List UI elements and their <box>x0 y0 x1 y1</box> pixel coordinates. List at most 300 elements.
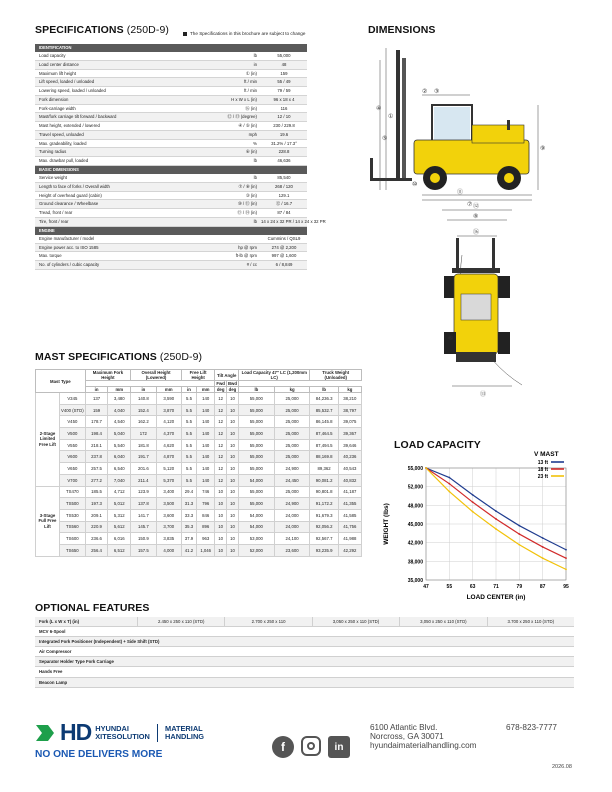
spec-value: 85,540 <box>277 175 291 181</box>
mast-cell: 10 <box>215 521 227 533</box>
spec-label: Lowering speed, loaded / unloaded <box>39 88 106 94</box>
spec-label: Fork-carriage width <box>39 105 76 111</box>
spec-value: 159 <box>280 70 288 76</box>
x-tick-label: 71 <box>493 584 499 590</box>
mast-cell: 5.5 <box>181 393 196 405</box>
spec-row <box>35 52 307 61</box>
mast-cell: 12 <box>215 404 227 416</box>
mast-cell: 3,480 <box>108 393 131 405</box>
mast-cell: 25,000 <box>274 416 310 428</box>
spec-unit: ③ (in) <box>245 192 257 198</box>
unit-header: mm <box>156 387 181 393</box>
spec-label: Maximum lift height <box>39 70 77 76</box>
spec-unit: ft / min <box>244 88 257 94</box>
mast-cell: 6,040 <box>108 451 131 463</box>
optional-feature-row <box>35 657 574 667</box>
mast-cell: 277.2 <box>85 474 108 486</box>
mast-cell: 4,870 <box>156 451 181 463</box>
mast-row <box>36 498 362 510</box>
series-point <box>565 557 567 559</box>
mast-cell: 896 <box>197 521 215 533</box>
spec-value: 55,000 <box>277 53 291 59</box>
mast-cell: 5.5 <box>181 463 196 475</box>
unit-header: mm <box>108 387 131 393</box>
mast-cell: 52,000 <box>239 544 275 556</box>
spec-label: Max. gradeability, loaded <box>39 140 87 146</box>
mast-cell: 5,612 <box>108 521 131 533</box>
spec-unit: in <box>253 61 257 67</box>
unit-header: lb <box>310 387 338 393</box>
mast-cell: 33.3 <box>181 509 196 521</box>
series-point <box>495 510 497 512</box>
optional-feature-label: Beacon Lamp <box>39 679 68 685</box>
mast-cell: 41,355 <box>338 498 361 510</box>
mast-model: TS600 <box>60 533 86 545</box>
mast-cell: 6,540 <box>108 463 131 475</box>
x-tick-label: 79 <box>516 584 523 590</box>
mast-cell: 185.5 <box>85 486 108 498</box>
mast-cell: 201.6 <box>131 463 156 475</box>
mast-cell: 90,081.2 <box>310 474 338 486</box>
y-axis-label: WEIGHT (lbs) <box>383 503 390 545</box>
brand-material: MATERIAL <box>165 723 203 733</box>
mast-cell: 191.7 <box>131 451 156 463</box>
x-tick-label: 55 <box>446 584 453 590</box>
series-point <box>565 549 567 551</box>
fork-option: 3,050 x 250 x 110 (STD) <box>399 617 486 626</box>
mast-cell: 152.4 <box>131 404 156 416</box>
mast-cell: 35.3 <box>181 521 196 533</box>
mast-specifications-title: MAST SPECIFICATIONS (250D-9) <box>35 351 203 363</box>
mast-cell: 6,512 <box>108 544 131 556</box>
instagram-icon[interactable] <box>301 736 321 756</box>
spec-row <box>35 122 307 131</box>
mast-cell: 3,400 <box>156 486 181 498</box>
mast-cell: 150.9 <box>131 533 156 545</box>
mast-cell: 4,040 <box>108 404 131 416</box>
phone-number[interactable]: 678-823-7777 <box>506 723 557 732</box>
unit-header: kg <box>274 387 310 393</box>
spec-value: 19.6 <box>279 131 289 137</box>
specifications-title: SPECIFICATIONS (250D-9) <box>35 24 169 36</box>
mast-cell: 137.8 <box>131 498 156 510</box>
mast-model: V650 <box>60 463 86 475</box>
mast-cell: 24,900 <box>274 463 310 475</box>
mast-cell: 41.2 <box>181 544 196 556</box>
mast-cell: 54,000 <box>239 509 275 521</box>
mast-cell: 5.5 <box>181 404 196 416</box>
mast-cell: 12 <box>215 463 227 475</box>
mast-cell: 38,210 <box>338 393 361 405</box>
spec-value: 129.1 <box>278 192 290 198</box>
fork-options-row <box>35 617 574 627</box>
brand-hd: HD <box>60 719 92 745</box>
spec-row <box>35 148 307 157</box>
spec-label: Service weight <box>39 175 67 181</box>
spec-row <box>35 131 307 140</box>
mast-cell: 3,700 <box>156 521 181 533</box>
address-line-1: 6100 Atlantic Blvd. <box>370 723 438 732</box>
mast-cell: 12 <box>215 439 227 451</box>
mast-cell: 10 <box>226 533 238 545</box>
mast-cell: 10 <box>215 544 227 556</box>
mast-cell: 10 <box>226 474 238 486</box>
spec-row <box>35 261 307 270</box>
mast-row <box>36 451 362 463</box>
forklift-dimension-drawing <box>362 40 587 400</box>
unit-header: deg <box>226 387 238 393</box>
mast-cell: 197.3 <box>85 498 108 510</box>
mast-cell: 237.8 <box>85 451 108 463</box>
mast-cell: 6,016 <box>108 533 131 545</box>
document-code: 2026.08 <box>552 764 572 770</box>
spec-value: 79 / 59 <box>277 88 291 94</box>
mast-cell: 37.9 <box>181 533 196 545</box>
spec-row <box>35 252 307 261</box>
series-point <box>448 483 450 485</box>
optional-feature-label: Integrated Fork Positioner (Independent) + Side Shift (STD) <box>39 639 160 645</box>
mast-cell: 55,000 <box>239 486 275 498</box>
col-bwd: Bwd <box>227 381 238 386</box>
brand-hyundai: HYUNDAI <box>95 723 129 733</box>
mast-cell: 90,801.8 <box>310 486 338 498</box>
mast-cell: 257.5 <box>85 463 108 475</box>
tagline: NO ONE DELIVERS MORE <box>35 749 163 760</box>
spec-unit: ⑦ / ⑧ (in) <box>238 183 257 189</box>
mast-cell: 41,988 <box>338 533 361 545</box>
load-capacity-chart <box>378 451 583 614</box>
mast-cell: 137 <box>85 393 108 405</box>
mast-cell: 4,620 <box>156 439 181 451</box>
spec-unit: ④ / ⑤ (in) <box>238 123 257 129</box>
linkedin-icon[interactable]: in <box>328 736 350 758</box>
mast-row <box>36 474 362 486</box>
mast-row <box>36 533 362 545</box>
forklift-side-view <box>370 48 545 208</box>
spec-unit: ⑫ / ⑬ (degree) <box>227 114 257 120</box>
mast-cell: 24,000 <box>274 521 310 533</box>
spec-unit: mph <box>248 131 257 137</box>
series-point <box>495 518 497 520</box>
spec-row <box>35 105 307 114</box>
mast-model: V450 <box>60 416 86 428</box>
mast-cell: 39,646 <box>338 439 361 451</box>
spec-row <box>35 218 326 227</box>
mast-specifications-table <box>35 369 362 557</box>
website-link[interactable]: hyundaimaterialhandling.com <box>370 741 477 750</box>
mast-cell: 91,172.2 <box>310 498 338 510</box>
col-overall-height: Overall Height (Lowered) <box>131 370 182 381</box>
spec-row <box>35 157 307 166</box>
svg-text:⑥: ⑥ <box>448 336 454 342</box>
mast-cell: 55,000 <box>239 439 275 451</box>
mast-cell: 89,362 <box>310 463 338 475</box>
mast-cell: 5.5 <box>181 451 196 463</box>
mast-cell: 41,187 <box>338 486 361 498</box>
unit-header: in <box>85 387 108 393</box>
spec-unit: ⑥ (in) <box>245 149 257 155</box>
y-tick-label: 35,000 <box>407 578 423 584</box>
spec-row <box>35 174 307 183</box>
x-tick-label: 47 <box>423 584 429 590</box>
legend-label: 18 ft <box>537 467 548 473</box>
mast-cell: 12 <box>215 393 227 405</box>
fork-option: 2.450 x 250 x 110 (STD) <box>137 617 224 626</box>
spec-label: Engine power acc. to ISO 1585 <box>39 244 99 250</box>
svg-text:⑪: ⑪ <box>457 190 464 196</box>
mast-cell: 10 <box>226 439 238 451</box>
load-capacity-title: LOAD CAPACITY <box>394 439 481 451</box>
spec-unit: % <box>253 140 257 146</box>
mast-cell: 140 <box>197 428 215 440</box>
mast-cell: 10 <box>226 451 238 463</box>
mast-cell: 54,000 <box>239 474 275 486</box>
x-axis-label: LOAD CENTER (in) <box>466 594 526 601</box>
legend-label: 23 ft <box>537 474 548 480</box>
mast-row <box>36 439 362 451</box>
series-point <box>495 528 497 530</box>
mast-cell: 10 <box>215 509 227 521</box>
mast-cell: 5,540 <box>108 439 131 451</box>
mast-cell: 5.5 <box>181 428 196 440</box>
mast-cell: 92,567.7 <box>310 533 338 545</box>
mast-model: V345 <box>60 393 86 405</box>
mast-cell: 123.9 <box>131 486 156 498</box>
mast-cell: 140.8 <box>131 393 156 405</box>
mast-cell: 256.4 <box>85 544 108 556</box>
mast-row <box>36 463 362 475</box>
spec-label: Max. drawbar pull, loaded <box>39 158 89 164</box>
mast-cell: 87,464.5 <box>310 428 338 440</box>
spec-value: 55 / 49 <box>277 79 291 85</box>
mast-cell: 84,236.3 <box>310 393 338 405</box>
mast-row <box>36 521 362 533</box>
series-point <box>542 537 544 539</box>
spec-unit: lb <box>253 175 257 181</box>
spec-value: 230 / 229.8 <box>273 123 295 129</box>
mast-cell: 93,235.9 <box>310 544 338 556</box>
mast-model: V400 (STD) <box>60 404 86 416</box>
mast-model: TS560 <box>60 521 86 533</box>
series-point <box>518 533 520 535</box>
mast-cell: 55,000 <box>239 498 275 510</box>
mast-row <box>36 416 362 428</box>
spec-label: Load center distance <box>39 61 79 67</box>
mast-cell: 25,000 <box>274 393 310 405</box>
address-block <box>370 723 477 750</box>
mast-cell: 42,292 <box>338 544 361 556</box>
svg-text:⑯: ⑯ <box>473 230 480 236</box>
optional-feature-row <box>35 678 574 688</box>
dimensions-title: DIMENSIONS <box>368 24 436 36</box>
spec-unit: ① (in) <box>245 70 257 76</box>
mast-cell: 25,000 <box>274 404 310 416</box>
mast-cell: 140 <box>197 474 215 486</box>
col-fwd: Fwd <box>216 381 225 386</box>
mast-cell: 10 <box>226 544 238 556</box>
mast-cell: 1,046 <box>197 544 215 556</box>
facebook-icon[interactable]: f <box>272 736 294 758</box>
spec-row <box>35 61 307 70</box>
spec-section-header: BASIC DIMENSIONS <box>35 166 307 174</box>
spec-row <box>35 96 307 105</box>
spec-label: Max. torque <box>39 253 62 259</box>
mast-cell: 3,590 <box>156 393 181 405</box>
mast-cell: 87,494.5 <box>310 439 338 451</box>
mast-cell: 4,370 <box>156 428 181 440</box>
mast-cell: 746 <box>197 486 215 498</box>
svg-text:①: ① <box>388 114 394 120</box>
col-free-lift: Free Lift Height <box>181 370 214 381</box>
mast-cell: 25,000 <box>274 428 310 440</box>
mast-cell: 4,000 <box>156 544 181 556</box>
y-tick-label: 55,000 <box>407 466 423 472</box>
spec-row <box>35 87 307 96</box>
series-point <box>518 544 520 546</box>
mast-cell: 24,000 <box>274 509 310 521</box>
series-point <box>542 546 544 548</box>
svg-text:⑫: ⑫ <box>473 204 480 210</box>
mast-cell: 10 <box>215 533 227 545</box>
x-tick-label: 63 <box>469 584 476 590</box>
spec-label: Engine manufacturer / model <box>39 235 95 241</box>
spec-value: 14 x 24 x 32 PR / 14 x 24 x 32 PR <box>261 218 326 224</box>
chart-title: V MAST <box>534 451 559 458</box>
spec-value: 48 <box>281 61 287 67</box>
address-line-2: Norcross, GA 30071 <box>370 732 444 741</box>
spec-label: Height of overhead guard (cabin) <box>39 192 102 198</box>
spec-value: 228.8 <box>278 149 290 155</box>
mast-cell: 209.1 <box>85 509 108 521</box>
mast-cell: 10 <box>215 498 227 510</box>
forklift-top-view <box>442 202 522 398</box>
col-load-capacity: Load Capacity 47" LC (1,200mm LC) <box>239 370 310 381</box>
mast-cell: 3,500 <box>156 498 181 510</box>
mast-cell: 218.1 <box>85 439 108 451</box>
spec-section-header: ENGINE <box>35 227 307 235</box>
fork-option: 3.700 x 250 x 110 (STD) <box>487 617 574 626</box>
mast-cell: 5,040 <box>108 428 131 440</box>
mast-cell: 846 <box>197 509 215 521</box>
mast-cell: 172 <box>131 428 156 440</box>
mast-cell: 220.9 <box>85 521 108 533</box>
series-point <box>425 467 427 469</box>
mast-cell: 86,145.8 <box>310 416 338 428</box>
spec-label: Load capacity <box>39 53 66 59</box>
mast-cell: 10 <box>226 498 238 510</box>
svg-text:④: ④ <box>376 106 382 112</box>
mast-cell: 10 <box>226 428 238 440</box>
optional-feature-label: Separator Holder Type Fork Carriage <box>39 659 114 665</box>
mast-model: V700 <box>60 474 86 486</box>
optional-feature-row <box>35 667 574 677</box>
mast-cell: 91,679.3 <box>310 509 338 521</box>
mast-model: TS530 <box>60 509 86 521</box>
mast-cell: 10 <box>226 416 238 428</box>
hyundai-logo <box>34 719 204 760</box>
series-point <box>472 511 474 513</box>
mast-cell: 24,100 <box>274 533 310 545</box>
mast-model: TS650 <box>60 544 86 556</box>
optional-feature-row <box>35 647 574 657</box>
mast-cell: 140 <box>197 393 215 405</box>
mast-cell: 236.6 <box>85 533 108 545</box>
mast-cell: 140 <box>197 416 215 428</box>
unit-header: kg <box>338 387 361 393</box>
spec-label: Turning radius <box>39 149 67 155</box>
hd-logo-mark-icon <box>34 723 56 743</box>
mast-cell: 39,367 <box>338 428 361 440</box>
mast-cell: 29.4 <box>181 486 196 498</box>
spec-value: 268 / 120 <box>275 183 293 189</box>
spec-unit: H x W x L (in) <box>231 96 257 102</box>
series-point <box>542 557 544 559</box>
spec-section-header: IDENTIFICATION <box>35 44 307 52</box>
mast-cell: 55,000 <box>239 428 275 440</box>
spec-row <box>35 200 307 209</box>
col-max-fork-height: Maximum Fork Height <box>85 370 130 381</box>
mast-group-label: 2-Stage Limited Free Lift <box>36 393 60 487</box>
spec-value: 274 @ 2,200 <box>271 244 297 250</box>
mast-cell: 41,756 <box>338 521 361 533</box>
optional-feature-label: Hands Free <box>39 669 63 675</box>
optional-features-title: OPTIONAL FEATURES <box>35 602 150 614</box>
mast-cell: 140 <box>197 463 215 475</box>
mast-cell: 140 <box>197 404 215 416</box>
mast-row <box>36 404 362 416</box>
y-tick-label: 45,000 <box>407 522 423 528</box>
spec-label: Length to face of forks / Overall width <box>39 183 110 189</box>
mast-cell: 10 <box>215 486 227 498</box>
mast-cell: 23,600 <box>274 544 310 556</box>
series-point <box>472 494 474 496</box>
fork-option: 2.700 x 250 x 110 <box>224 617 311 626</box>
brand-xitesolution: XITESOLUTION <box>95 731 150 741</box>
mast-cell: 963 <box>197 533 215 545</box>
mast-cell: 4,712 <box>108 486 131 498</box>
spec-unit: ⑩ / ⑪ (in) <box>237 201 257 207</box>
svg-text:⑬: ⑬ <box>480 392 487 398</box>
spec-unit: hp @ rpm <box>238 244 257 250</box>
spec-row <box>35 113 307 122</box>
mast-row <box>36 509 362 521</box>
mast-model: V600 <box>60 451 86 463</box>
mast-cell: 5.5 <box>181 474 196 486</box>
mast-cell: 7,040 <box>108 474 131 486</box>
mast-cell: 140 <box>197 439 215 451</box>
mast-cell: 55,000 <box>239 393 275 405</box>
optional-features-table <box>35 617 574 688</box>
mast-cell: 40,543 <box>338 463 361 475</box>
spec-unit: ft / min <box>244 79 257 85</box>
series-point <box>518 525 520 527</box>
spec-unit: ⑯ (in) <box>245 105 257 111</box>
mast-cell: 5.5 <box>181 439 196 451</box>
spec-row <box>35 244 307 253</box>
social-links <box>272 736 350 758</box>
spec-value: Cummins / QSL9 <box>267 235 301 241</box>
series-point <box>472 501 474 503</box>
spec-unit: lb <box>253 218 257 224</box>
mast-cell: 4,540 <box>108 416 131 428</box>
mast-cell: 5,312 <box>108 509 131 521</box>
mast-cell: 55,000 <box>239 463 275 475</box>
mast-cell: 25,000 <box>274 451 310 463</box>
mast-cell: 85,532.7 <box>310 404 338 416</box>
optional-feature-row <box>35 637 574 647</box>
mast-group-label: 3-Stage Full Free Lift <box>36 486 60 556</box>
mast-cell: 31.3 <box>181 498 196 510</box>
